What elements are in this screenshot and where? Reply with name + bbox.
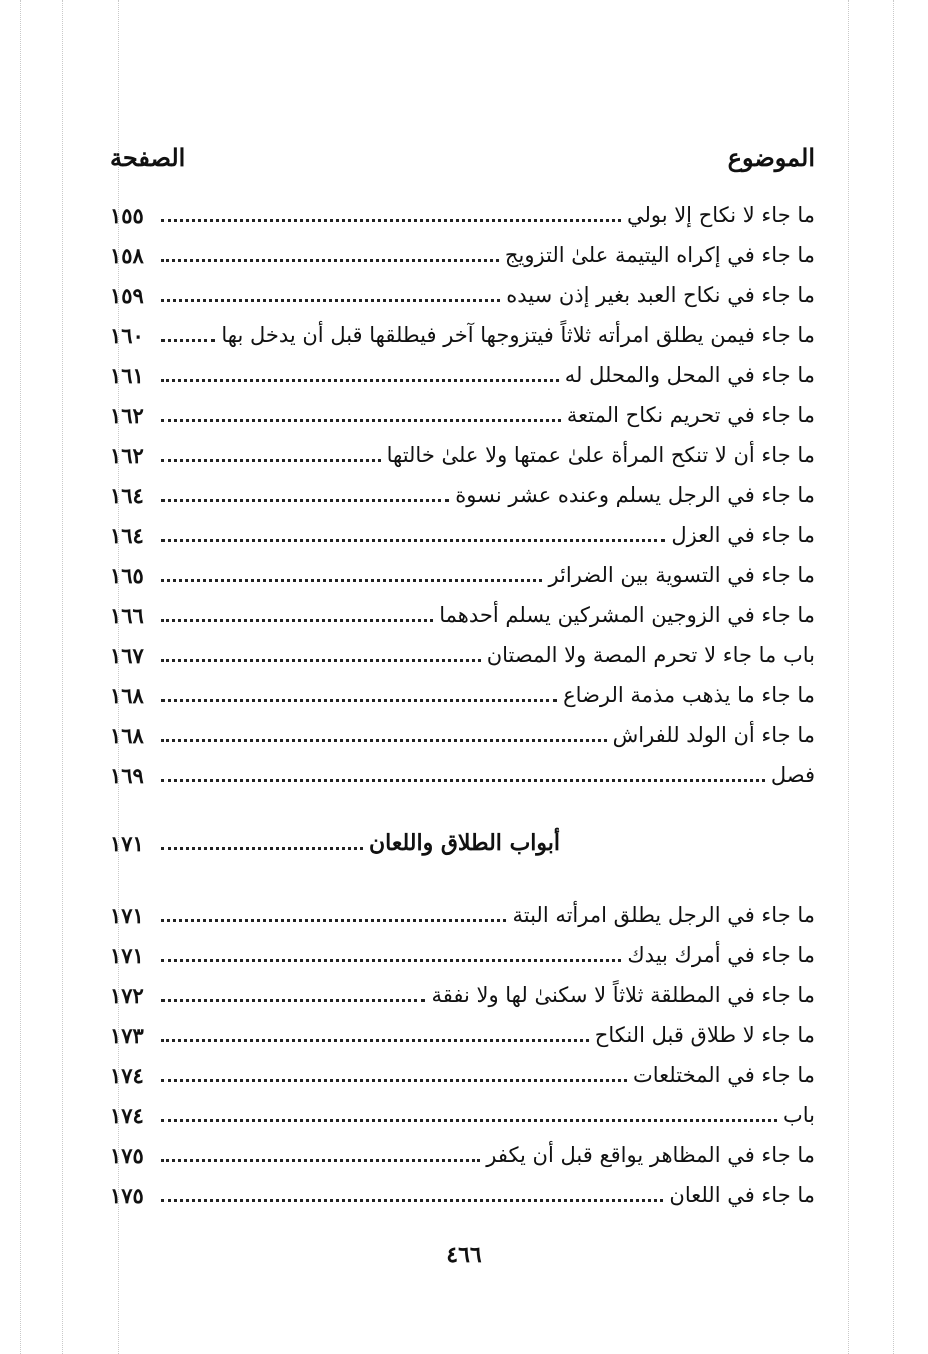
dot-leader — [161, 1199, 663, 1202]
entry-title: باب — [782, 1103, 815, 1127]
dot-leader — [161, 539, 665, 542]
section-title: أبواب الطلاق واللعان — [369, 830, 560, 856]
toc-entry — [110, 975, 815, 1015]
entry-page-number: ١٦٧ — [110, 642, 144, 668]
dot-leader — [161, 299, 500, 302]
dot-leader — [161, 619, 433, 622]
entry-title: فصل — [770, 763, 815, 787]
toc-entry — [110, 935, 815, 975]
entry-page-number: ١٧٥ — [110, 1182, 144, 1208]
toc-entry — [110, 895, 815, 935]
toc-entry — [110, 1135, 815, 1175]
entry-page-number: ١٦٤ — [110, 482, 144, 508]
dot-leader — [161, 259, 499, 262]
entry-page-number: ١٦٢ — [110, 402, 144, 428]
dot-leader — [161, 579, 542, 582]
dot-leader — [161, 779, 765, 782]
entry-page-number: ١٦٩ — [110, 762, 144, 788]
dot-leader — [161, 919, 506, 922]
dot-leader — [161, 739, 607, 742]
toc-entry — [110, 435, 815, 475]
dot-leader — [161, 847, 363, 850]
dot-leader — [161, 339, 215, 342]
entry-page-number: ١٦٨ — [110, 722, 144, 748]
entry-title: ما جاء في الرجل يسلم وعنده عشر نسوة — [455, 483, 815, 507]
toc-entry — [110, 675, 815, 715]
toc-entry — [110, 1095, 815, 1135]
entry-page-number: ١٦٠ — [110, 322, 144, 348]
toc-entry — [110, 1055, 815, 1095]
entry-title: ما جاء في العزل — [671, 523, 815, 547]
topic-column-heading: الموضوع — [727, 143, 815, 172]
entry-title: ما جاء في اللعان — [669, 1183, 815, 1207]
entry-page-number: ١٥٨ — [110, 242, 144, 268]
entry-title: ما جاء في الرجل يطلق امرأته البتة — [512, 903, 815, 927]
entry-title: ما جاء فيمن يطلق امرأته ثلاثاً فيتزوجها آخر فيطلقها قبل أن يدخل بها — [221, 323, 815, 347]
entry-title: ما جاء في تحريم نكاح المتعة — [566, 403, 815, 427]
toc-entry — [110, 595, 815, 635]
entry-title: ما جاء لا طلاق قبل النكاح — [594, 1023, 815, 1047]
entry-page-number: ١٦٤ — [110, 522, 144, 548]
toc-entry — [110, 475, 815, 515]
entry-page-number: ١٦٢ — [110, 442, 144, 468]
dot-leader — [161, 419, 561, 422]
dot-leader — [161, 219, 621, 222]
dot-leader — [161, 699, 557, 702]
entry-page-number: ١٧٥ — [110, 1142, 144, 1168]
dot-leader — [161, 1079, 627, 1082]
scan-artifact-line — [893, 0, 894, 1354]
entry-title: ما جاء أن الولد للفراش — [612, 723, 815, 747]
entry-page-number: ١٧٢ — [110, 982, 144, 1008]
entry-title: ما جاء في أمرك بيدك — [627, 943, 815, 967]
toc-entry — [110, 355, 815, 395]
page-number: ٤٦٦ — [446, 1242, 482, 1268]
entry-title: ما جاء أن لا تنكح المرأة علىٰ عمتها ولا علىٰ خالتها — [386, 443, 815, 467]
dot-leader — [161, 959, 621, 962]
entry-page-number: ١٦١ — [110, 362, 144, 388]
entry-page-number: ١٧١ — [110, 942, 144, 968]
dot-leader — [161, 459, 381, 462]
toc-entry — [110, 755, 815, 795]
entry-title: ما جاء في المختلعات — [633, 1063, 815, 1087]
toc-header — [110, 143, 815, 183]
entry-title: ما جاء في التسوية بين الضرائر — [548, 563, 815, 587]
toc-entry — [110, 275, 815, 315]
dot-leader — [161, 659, 481, 662]
toc-entry — [110, 555, 815, 595]
entry-page-number: ١٦٥ — [110, 562, 144, 588]
entry-page-number: ١٦٦ — [110, 602, 144, 628]
toc-entry — [110, 1015, 815, 1055]
dot-leader — [161, 379, 559, 382]
scan-artifact-line — [20, 0, 21, 1354]
dot-leader — [161, 499, 449, 502]
entry-title: ما جاء ما يذهب مذمة الرضاع — [563, 683, 815, 707]
entry-title: ما جاء في الزوجين المشركين يسلم أحدهما — [439, 603, 815, 627]
section-heading-row — [110, 823, 560, 863]
toc-entry — [110, 715, 815, 755]
entry-title: باب ما جاء لا تحرم المصة ولا المصتان — [486, 643, 815, 667]
entry-page-number: ١٥٥ — [110, 202, 144, 228]
dot-leader — [161, 1119, 777, 1122]
entry-page-number: ١٦٨ — [110, 682, 144, 708]
dot-leader — [161, 1159, 480, 1162]
entry-title: ما جاء في نكاح العبد بغير إذن سيده — [506, 283, 815, 307]
section-page-number: ١٧١ — [110, 830, 144, 856]
toc-entry — [110, 395, 815, 435]
toc-entry — [110, 195, 815, 235]
entry-title: ما جاء في المطلقة ثلاثاً لا سكنىٰ لها ولا نفقة — [431, 983, 815, 1007]
toc-entry — [110, 1175, 815, 1215]
entry-title: ما جاء في المحل والمحلل له — [564, 363, 815, 387]
entry-page-number: ١٧٤ — [110, 1102, 144, 1128]
entry-title: ما جاء لا نكاح إلا بولي — [626, 203, 815, 227]
entry-page-number: ١٧١ — [110, 902, 144, 928]
toc-entry — [110, 635, 815, 675]
dot-leader — [161, 999, 425, 1002]
toc-entry — [110, 315, 815, 355]
entry-page-number: ١٧٣ — [110, 1022, 144, 1048]
dot-leader — [161, 1039, 589, 1042]
entry-title: ما جاء في المظاهر يواقع قبل أن يكفر — [486, 1143, 815, 1167]
scan-artifact-line — [848, 0, 849, 1354]
entry-page-number: ١٧٤ — [110, 1062, 144, 1088]
scan-artifact-line — [62, 0, 63, 1354]
page-column-heading: الصفحة — [110, 143, 186, 172]
toc-entry — [110, 515, 815, 555]
entry-title: ما جاء في إكراه اليتيمة علىٰ التزويج — [504, 243, 815, 267]
toc-entry — [110, 235, 815, 275]
entry-page-number: ١٥٩ — [110, 282, 144, 308]
